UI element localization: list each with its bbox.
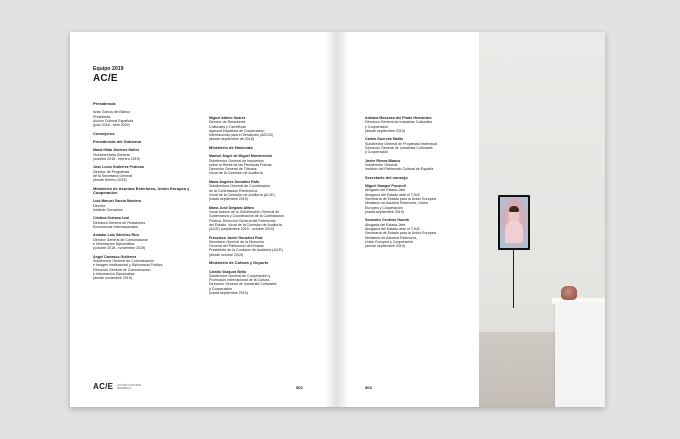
role-line: Director de Relaciones: [209, 120, 246, 125]
section-heading: Ministerio de Asuntos Exteriores, Unión Europea y Cooperación: [93, 185, 190, 196]
role-line: Vocal Asesor de la Subdirección General de: [209, 209, 280, 214]
figure-hair: [509, 206, 519, 212]
role-line: de la Secretaría General: [93, 173, 133, 178]
person-name: José Lucio Gutiérrez Pedrosa: [93, 165, 144, 170]
person-entry: [93, 148, 193, 161]
role-line: Secretario General de la Dirección: [209, 239, 264, 244]
role-line: Abogacía del Estado ante el TJUE.: [365, 226, 421, 231]
role-line: Unión Europea y Cooperación: [365, 239, 414, 244]
person-entry: [209, 180, 309, 201]
role-line: Dirección General de Industrias Culturales: [365, 145, 433, 150]
person-name: Ángel Carrasco Gutiérrez: [93, 254, 137, 259]
person-name: María Hilda Jiménez Núñez: [93, 148, 140, 153]
team-year: Equipo 2019: [93, 66, 124, 72]
gallery-photo: [479, 32, 605, 407]
role-line: Presidente de la Comisión de Auditoría (AC/E): [209, 248, 283, 253]
person-name: María Ángeles González Rufo: [209, 179, 260, 184]
role-line: y Cooperación: [209, 286, 233, 291]
role-line: Pública. Dirección General del Patrimonio: [209, 218, 276, 223]
person-name: Luis Manuel García Montero: [93, 199, 142, 204]
page-title: AC/E: [93, 73, 118, 84]
person-entry: [209, 154, 309, 175]
role-line: de la Contratación Electrónica.: [209, 188, 258, 193]
role-line: Subdirector General de Comunicación: [93, 259, 154, 264]
role-line: Dirección General de Industrias Culturales: [209, 282, 277, 287]
role-line: Dirección General de Tributos.: [209, 167, 258, 172]
role-line: Directora General de Relaciones: [93, 220, 146, 225]
person-name: Manuel Ángel de Miguel Monterrubio: [209, 154, 272, 159]
role-line: (hasta septiembre 2019): [209, 291, 248, 296]
role-line: e Información Diplomática: [93, 272, 135, 277]
section-heading: Ministerio de Cultura y Deporte: [209, 260, 269, 266]
role-line: (octubre 2018 - febrero 2019): [93, 156, 140, 161]
person-name: Miguel Sampol Pucurull: [365, 184, 406, 189]
book-gutter: [325, 32, 349, 407]
person-name: Amador Luis Sánchez Rico: [93, 233, 140, 238]
page-number-right: 503: [365, 385, 372, 390]
left-column-1: [93, 102, 193, 285]
person-entry: [93, 165, 193, 182]
role-line: (desde octubre 2019): [209, 252, 244, 257]
person-name: Camilo Vázquez Bello: [209, 269, 247, 274]
role-line: Secretaría de Estado para la Unión Europea.: [365, 197, 437, 202]
role-line: e Información Diplomática: [93, 242, 135, 247]
monitor-screen: [500, 197, 528, 248]
ace-logo: AC/E: [93, 382, 114, 391]
person-entry: [209, 270, 309, 296]
person-entry: [93, 233, 193, 250]
role-line: Acción Cultural Española: [93, 118, 134, 123]
role-line: (desde septiembre 2019): [365, 128, 405, 133]
person-name: Cristina Serrano Leal: [93, 216, 130, 221]
section-heading: Presidencia: [93, 101, 116, 106]
role-line: (octubre 2018 - noviembre 2019): [93, 246, 146, 251]
role-line: Subdirector General,: [365, 163, 399, 168]
role-line: Instituto Cervantes: [93, 207, 123, 212]
role-line: Internacional para el Desarrollo (AECID): [209, 133, 274, 138]
role-line: Promoción Internacional de la Cultura.: [209, 278, 271, 283]
section-heading: Presidencia del Gobierno: [93, 138, 142, 144]
person-entry: [93, 216, 193, 229]
role-line: (desde febrero 2019): [93, 178, 127, 183]
figure-body: [505, 221, 523, 243]
logo-tagline: ACCIÓN CULTURAL ESPAÑOLA: [117, 383, 142, 390]
role-line: Gobernanza y Coordinación de la Contratación: [209, 214, 284, 219]
person-name: Sonsoles Centeno Huerta: [365, 218, 409, 223]
role-line: e Imagen Institucional y Diplomacia Pública: [93, 263, 163, 268]
person-name: María José Delgado Alfaro: [209, 205, 255, 210]
role-line: Subdirector General de Propiedad Intelectual.: [365, 141, 438, 146]
role-line: Director de Programas: [93, 169, 130, 174]
role-line: (hasta septiembre 2019): [365, 209, 404, 214]
role-line: sobre la Renta de las Personas Físicas: [209, 162, 272, 167]
section-heading: Secretario del consejo: [365, 174, 408, 180]
role-line: Subdirectora General de Coordinación: [209, 184, 271, 189]
person-name: Javier Rivera Blanco: [365, 158, 401, 163]
person-entry: [93, 199, 193, 212]
role-line: y Cooperación: [365, 150, 389, 155]
left-column-2: [209, 116, 309, 300]
person-entry: [365, 184, 465, 214]
role-line: Vicesecretaria General: [93, 152, 130, 157]
role-line: Vocal de la Comisión de Auditoría: [209, 171, 263, 176]
role-line: Subdirector General de Cooperación y: [209, 273, 271, 278]
person-entry: [365, 159, 465, 172]
role-line: Abogado del Estado-Jefe: [365, 188, 406, 193]
role-line: Instituto del Patrimonio Cultural de España: [365, 167, 434, 172]
footer-brand: [93, 382, 153, 391]
right-page: [337, 32, 605, 407]
monitor-cable: [513, 250, 514, 308]
role-line: (hasta septiembre 2019): [209, 197, 248, 202]
role-line: Abogada del Estado-Jefe.: [365, 222, 407, 227]
role-line: Itziar García del Blanco: [93, 110, 131, 115]
person-name: Carlos Guervós Maíllo: [365, 137, 403, 142]
video-monitor: [498, 195, 530, 250]
person-entry: [93, 110, 193, 127]
page-number-left: 502: [296, 385, 303, 390]
role-line: Ministerio de Asuntos Exteriores, Unión: [365, 201, 428, 206]
role-line: Directora General de Industrias Culturales: [365, 120, 433, 125]
role-line: Director: [93, 203, 106, 208]
role-line: Director General de Comunicación: [93, 237, 149, 242]
person-entry: [365, 116, 465, 133]
role-line: Ministerio de Asuntos Exteriores,: [365, 235, 418, 240]
role-line: Europea y Cooperación: [365, 205, 403, 210]
role-line: Presidenta: [93, 114, 111, 119]
role-line: Agencia Española de Cooperación: [209, 128, 265, 133]
person-entry: [365, 137, 465, 154]
person-entry: [209, 206, 309, 232]
person-entry: [365, 218, 465, 248]
display-plinth: [555, 303, 605, 407]
sculpture-object: [561, 286, 577, 300]
role-line: Subdirector General de Impuestos: [209, 158, 264, 163]
role-line: Vocal de la Comisión de Auditoría (AC/E): [209, 192, 275, 197]
role-line: (desde septiembre de 2018): [209, 137, 254, 142]
person-name: Miguel Albero Suárez: [209, 116, 246, 120]
role-line: (desde noviembre 2019): [93, 276, 132, 281]
person-entry: [93, 255, 193, 281]
person-name: Adriana Moscoso del Prado Hernández: [365, 116, 432, 120]
role-line: Económicas Internacionales: [93, 224, 138, 229]
role-line: (AC/E) (septiembre 2019 - octubre 2019): [209, 227, 275, 232]
role-line: y Cooperación: [365, 124, 389, 129]
role-line: Culturales y Científicas: [209, 124, 246, 129]
person-name: Francisco Javier González Ruiz: [209, 235, 263, 240]
role-line: General del Patrimonio del Estado.: [209, 244, 265, 249]
right-column-1: [365, 116, 465, 253]
role-line: Dirección General de Comunicación: [93, 267, 151, 272]
role-line: del Estado. Vocal de la Comisión de Auditoría: [209, 222, 282, 227]
role-line: (desde septiembre 2019): [365, 244, 405, 249]
left-page: [70, 32, 337, 407]
section-heading: Ministerio de Hacienda: [209, 144, 253, 150]
role-line: Abogacía del Estado ante el TJUE.: [365, 192, 421, 197]
role-line: Secretaría de Estado para la Unión Europea.: [365, 231, 437, 236]
role-line: (julio 2018 - abril 2019): [93, 123, 130, 128]
person-entry: [209, 116, 309, 142]
person-entry: [209, 236, 309, 257]
book-spread: [70, 32, 605, 407]
section-heading: Consejeros: [93, 130, 115, 136]
